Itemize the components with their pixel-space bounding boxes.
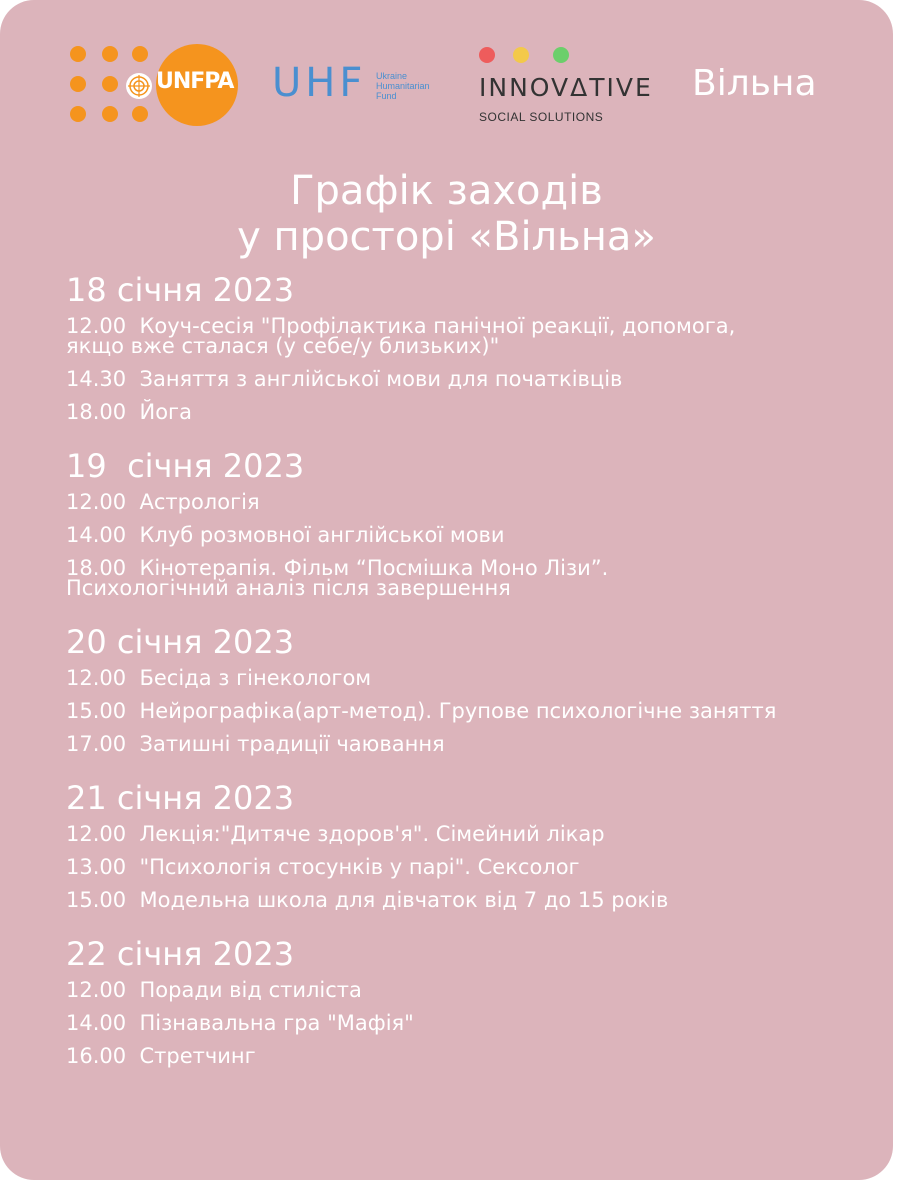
event-text: Модельна школа для дівчаток від 7 до 15 років: [139, 888, 669, 912]
event-time: 14.00: [66, 523, 127, 547]
schedule: [66, 268, 866, 1088]
event-item: [66, 1046, 866, 1066]
event-item: [66, 890, 866, 910]
event-item: [66, 369, 866, 389]
event-text: Кінотерапія. Фільм “Посмішка Моно Лізи”. Психологічний аналіз після завершення: [66, 556, 609, 600]
page-title: [0, 168, 893, 260]
logo-row: [0, 0, 893, 140]
red-dot-icon: [479, 47, 495, 63]
event-item: [66, 734, 866, 754]
event-text: Астрологія: [139, 490, 260, 514]
green-dot-icon: [553, 47, 569, 63]
uhf-logo-text: UHF: [272, 60, 367, 106]
event-time: 14.30: [66, 367, 127, 391]
event-item: [66, 668, 866, 688]
day-title: 21 січня 2023: [66, 779, 295, 817]
uhf-sub-line: Humanitarian: [376, 81, 430, 91]
day-block: [66, 444, 866, 598]
day-block: [66, 268, 866, 422]
event-time: 18.00: [66, 400, 127, 424]
un-emblem-icon: [124, 71, 154, 101]
event-item: [66, 1013, 866, 1033]
event-time: 15.00: [66, 888, 127, 912]
event-time: 13.00: [66, 855, 127, 879]
uhf-sub-line: Ukraine: [376, 71, 408, 81]
day-title: 18 січня 2023: [66, 271, 295, 309]
event-text: Лекція:"Дитяче здоров'я". Сімейний лікар: [139, 822, 605, 846]
event-item: [66, 701, 866, 721]
event-text: Йога: [139, 400, 192, 424]
day-title: 19 січня 2023: [66, 447, 305, 485]
event-text: "Психологія стосунків у парі". Сексолог: [139, 855, 580, 879]
event-time: 15.00: [66, 699, 127, 723]
event-text: Пізнавальна гра "Мафія": [139, 1011, 414, 1035]
event-text: Заняття з англійської мови для початківців: [139, 367, 623, 391]
event-text: Бесіда з гінекологом: [139, 666, 372, 690]
event-time: 12.00: [66, 490, 127, 514]
event-text: Поради від стиліста: [139, 978, 362, 1002]
day-block: [66, 776, 866, 910]
event-time: 12.00: [66, 666, 127, 690]
uhf-logo-subtitle: [376, 71, 430, 101]
event-item: [66, 402, 866, 422]
event-time: 12.00: [66, 314, 127, 338]
title-line-2: у просторі «Вільна»: [237, 214, 656, 260]
event-item: [66, 316, 866, 356]
event-item: [66, 857, 866, 877]
day-block: [66, 620, 866, 754]
event-text: Коуч-сесія "Профілактика панічної реакції, допомога, якщо вже сталася (у себе/у близьких)": [66, 314, 736, 358]
day-title: 22 січня 2023: [66, 935, 295, 973]
unfpa-logo-text: UNFPA: [156, 69, 234, 94]
innovative-logo-text: INNOVΔTIVE: [479, 73, 653, 102]
day-block: [66, 932, 866, 1066]
day-title: 20 січня 2023: [66, 623, 295, 661]
innovative-logo-subtitle: SOCIAL SOLUTIONS: [479, 110, 604, 124]
event-text: Нейрографіка(арт-метод). Групове психологічне заняття: [139, 699, 777, 723]
event-text: Затишні традиції чаювання: [139, 732, 445, 756]
event-text: Клуб розмовної англійської мови: [139, 523, 505, 547]
event-time: 18.00: [66, 556, 127, 580]
event-item: [66, 980, 866, 1000]
event-item: [66, 492, 866, 512]
title-line-1: Графік заходів: [290, 168, 603, 214]
event-time: 12.00: [66, 978, 127, 1002]
event-text: Стретчинг: [139, 1044, 256, 1068]
vilna-logo-text: Вільна: [692, 63, 817, 104]
event-time: 14.00: [66, 1011, 127, 1035]
event-item: [66, 558, 866, 598]
yellow-dot-icon: [513, 47, 529, 63]
event-item: [66, 525, 866, 545]
event-time: 12.00: [66, 822, 127, 846]
event-time: 16.00: [66, 1044, 127, 1068]
event-time: 17.00: [66, 732, 127, 756]
uhf-sub-line: Fund: [376, 91, 397, 101]
event-item: [66, 824, 866, 844]
